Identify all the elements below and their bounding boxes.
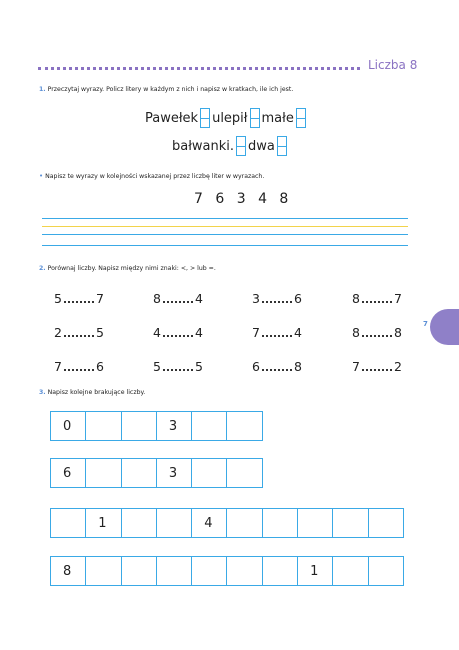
comparison-answer-blank[interactable]	[262, 301, 292, 303]
grid-cell[interactable]	[227, 412, 262, 440]
comparison-answer-blank[interactable]	[163, 369, 193, 371]
letter-count-box[interactable]	[296, 108, 306, 128]
right-number: 4	[194, 291, 203, 306]
right-number: 8	[393, 325, 402, 340]
comparison-answer-blank[interactable]	[362, 335, 392, 337]
grid-cell[interactable]	[298, 509, 333, 537]
comparison-answer-blank[interactable]	[64, 369, 94, 371]
side-tab	[430, 309, 459, 345]
number-grid-row	[50, 458, 263, 488]
number-grid-row	[50, 556, 404, 586]
right-number: 6	[293, 291, 302, 306]
grid-cell: 0	[51, 412, 86, 440]
letter-count-box[interactable]	[200, 108, 210, 128]
left-number: 5	[54, 291, 62, 306]
comparison-answer-blank[interactable]	[64, 335, 94, 337]
writing-line-mid2	[42, 234, 408, 235]
page-number: 7	[423, 320, 428, 328]
word: Pawełek	[145, 110, 199, 126]
grid-cell[interactable]	[333, 557, 368, 585]
left-number: 2	[54, 325, 62, 340]
right-number: 2	[393, 359, 402, 374]
left-number: 7	[252, 325, 260, 340]
word: małe	[261, 110, 294, 126]
comparison-item	[54, 359, 104, 374]
grid-cell[interactable]	[86, 459, 121, 487]
grid-cell[interactable]	[192, 459, 227, 487]
grid-cell[interactable]	[86, 557, 121, 585]
task3-text: Napisz kolejne brakujące liczby.	[47, 389, 146, 396]
grid-cell: 6	[51, 459, 86, 487]
writing-line-mid	[42, 226, 408, 227]
grid-cell[interactable]	[122, 459, 157, 487]
right-number: 5	[95, 325, 104, 340]
comparison-item	[252, 325, 302, 340]
grid-cell[interactable]	[122, 557, 157, 585]
task1-text: Przeczytaj wyrazy. Policz litery w każdym z nich i napisz w kratkach, ile ich jest.	[47, 86, 294, 93]
grid-cell[interactable]	[227, 459, 262, 487]
letter-count-sequence: 7 6 3 4 8	[194, 191, 293, 207]
grid-cell[interactable]	[122, 412, 157, 440]
right-number: 7	[95, 291, 104, 306]
header-dotted-rule	[38, 67, 360, 70]
grid-cell: 8	[51, 557, 86, 585]
right-number: 4	[293, 325, 302, 340]
left-number: 6	[252, 359, 260, 374]
right-number: 4	[194, 325, 203, 340]
comparison-answer-blank[interactable]	[163, 335, 193, 337]
letter-count-box[interactable]	[236, 136, 246, 156]
grid-cell: 1	[86, 509, 121, 537]
letter-count-box[interactable]	[277, 136, 287, 156]
task1-sub-text: Napisz te wyrazy w kolejności wskazanej przez liczbę liter w wyrazach.	[45, 173, 265, 180]
comparison-item	[54, 325, 104, 340]
left-number: 8	[352, 291, 360, 306]
task1-number: 1.	[39, 86, 46, 93]
comparison-item	[153, 359, 203, 374]
grid-cell[interactable]	[192, 557, 227, 585]
grid-cell[interactable]	[157, 557, 192, 585]
comparison-item	[352, 359, 402, 374]
grid-cell[interactable]	[227, 509, 262, 537]
chapter-title: Liczba 8	[368, 58, 418, 72]
comparison-answer-blank[interactable]	[362, 301, 392, 303]
grid-cell[interactable]	[192, 412, 227, 440]
comparison-item	[252, 291, 302, 306]
task2-instruction	[39, 265, 216, 272]
grid-cell: 1	[298, 557, 333, 585]
grid-cell[interactable]	[263, 509, 298, 537]
grid-cell: 3	[157, 412, 192, 440]
grid-cell[interactable]	[333, 509, 368, 537]
task2-text: Porównaj liczby. Napisz między nimi znaki: <, > lub =.	[47, 265, 216, 272]
task1-sentence-line2	[172, 136, 289, 156]
grid-cell[interactable]	[369, 509, 404, 537]
left-number: 4	[153, 325, 161, 340]
comparison-item	[352, 291, 402, 306]
comparison-item	[54, 291, 104, 306]
letter-count-box[interactable]	[250, 108, 260, 128]
task3-instruction	[39, 389, 145, 396]
task2-number: 2.	[39, 265, 46, 272]
writing-line-top[interactable]	[42, 218, 408, 219]
left-number: 7	[54, 359, 62, 374]
number-grid-row	[50, 411, 263, 441]
left-number: 7	[352, 359, 360, 374]
grid-cell: 4	[192, 509, 227, 537]
comparison-answer-blank[interactable]	[64, 301, 94, 303]
word: bałwanki.	[172, 138, 235, 154]
grid-cell[interactable]	[51, 509, 86, 537]
comparison-item	[153, 291, 203, 306]
right-number: 5	[194, 359, 203, 374]
grid-cell[interactable]	[157, 509, 192, 537]
right-number: 7	[393, 291, 402, 306]
comparison-item	[153, 325, 203, 340]
grid-cell[interactable]	[227, 557, 262, 585]
grid-cell[interactable]	[86, 412, 121, 440]
comparison-item	[252, 359, 302, 374]
grid-cell[interactable]	[263, 557, 298, 585]
left-number: 5	[153, 359, 161, 374]
word: dwa	[248, 138, 275, 154]
number-grid-row	[50, 508, 404, 538]
task1-sub-instruction	[39, 172, 264, 180]
grid-cell: 3	[157, 459, 192, 487]
comparison-answer-blank[interactable]	[163, 301, 193, 303]
writing-line-bottom	[42, 245, 408, 246]
right-number: 8	[293, 359, 302, 374]
task3-number: 3.	[39, 389, 46, 396]
bullet-icon: •	[39, 172, 44, 180]
left-number: 8	[153, 291, 161, 306]
comparison-answer-blank[interactable]	[262, 335, 292, 337]
left-number: 3	[252, 291, 260, 306]
comparison-answer-blank[interactable]	[362, 369, 392, 371]
word: ulepił	[212, 110, 248, 126]
grid-cell[interactable]	[122, 509, 157, 537]
comparison-item	[352, 325, 402, 340]
left-number: 8	[352, 325, 360, 340]
comparison-answer-blank[interactable]	[262, 369, 292, 371]
task1-sentence-line1	[145, 108, 308, 128]
right-number: 6	[95, 359, 104, 374]
grid-cell[interactable]	[369, 557, 404, 585]
task1-instruction	[39, 86, 293, 93]
